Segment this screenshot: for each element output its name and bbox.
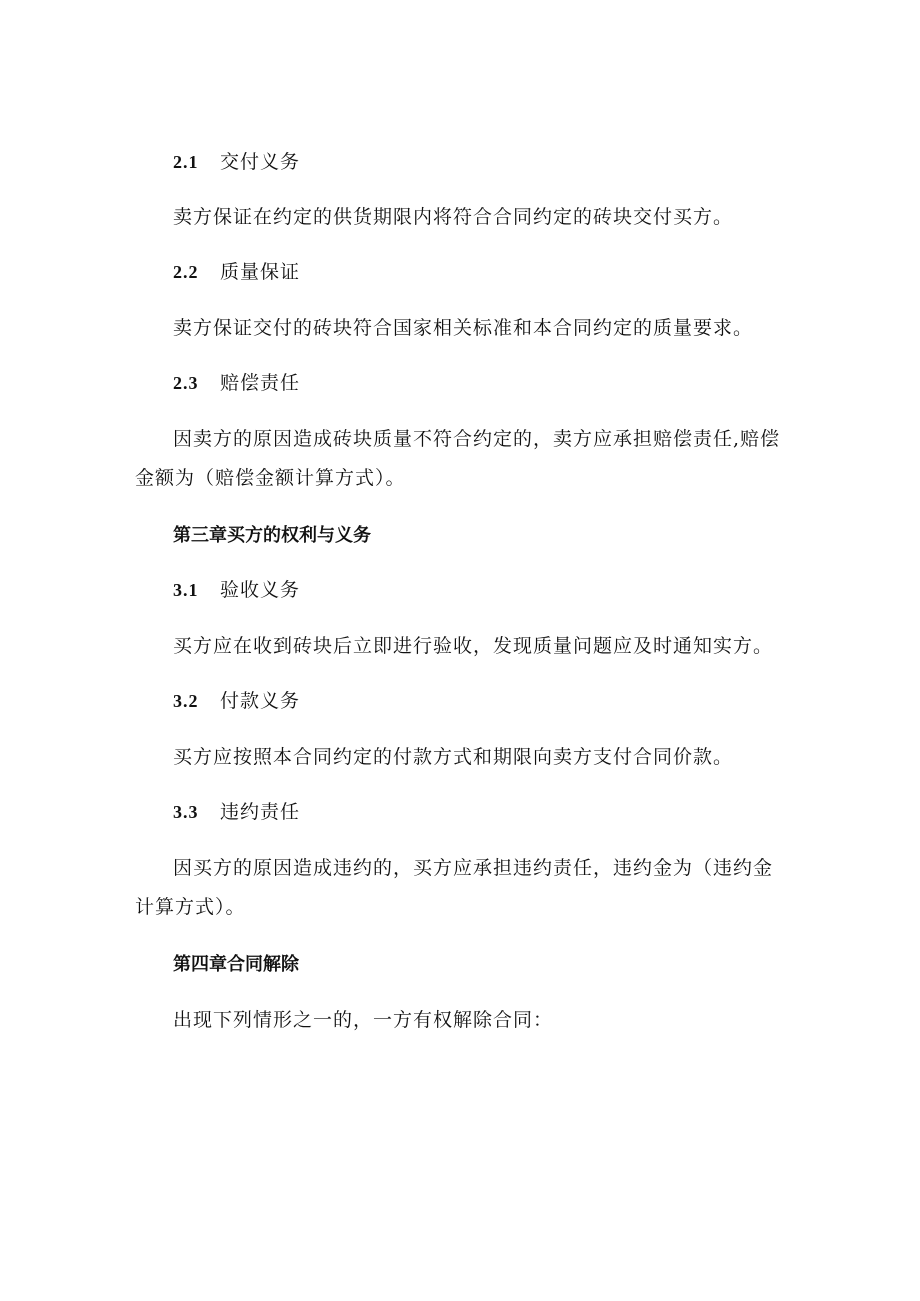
paragraph-breach-line-2: 计算方式）。: [135, 896, 246, 918]
section-title: 违约责任: [220, 801, 301, 823]
section-heading-2-2: [173, 260, 300, 284]
section-number: 3.2: [173, 691, 199, 711]
section-title: 付款义务: [220, 690, 301, 712]
section-number: 2.1: [173, 152, 199, 172]
section-number: 2.3: [173, 373, 199, 393]
chapter-heading-4: 第四章合同解除: [173, 954, 299, 975]
section-number: 2.2: [173, 262, 199, 282]
section-title: 赔偿责任: [220, 372, 301, 394]
section-heading-3-2: [173, 689, 300, 713]
section-title: 交付义务: [220, 151, 301, 173]
section-number: 3.3: [173, 802, 199, 822]
paragraph-termination-intro: 出现下列情形之一的，一方有权解除合同：: [173, 1009, 554, 1031]
paragraph-quality-guarantee: 卖方保证交付的砖块符合国家相关标准和本合同约定的质量要求。: [173, 317, 754, 339]
paragraph-delivery-obligation: 卖方保证在约定的供货期限内将符合合同约定的砖块交付买方。: [173, 206, 734, 228]
paragraph-breach-line-1: 因买方的原因造成违约的，买方应承担违约责任，违约金为（违约金: [173, 857, 774, 879]
section-title: 质量保证: [220, 261, 301, 283]
section-title: 验收义务: [220, 579, 301, 601]
section-heading-2-1: [173, 150, 300, 174]
paragraph-payment-obligation: 买方应按照本合同约定的付款方式和期限向卖方支付合同价款。: [173, 746, 734, 768]
paragraph-inspection-obligation: 买方应在收到砖块后立即进行验收，发现质量问题应及时通知实方。: [173, 635, 774, 657]
section-number: 3.1: [173, 580, 199, 600]
chapter-heading-3: 第三章买方的权利与义务: [173, 525, 371, 546]
paragraph-compensation-line-1: 因卖方的原因造成砖块质量不符合约定的，卖方应承担赔偿责任,赔偿: [173, 428, 781, 450]
section-heading-2-3: [173, 371, 300, 395]
paragraph-compensation-line-2: 金额为（赔偿金额计算方式）。: [135, 467, 406, 489]
section-heading-3-1: [173, 578, 300, 602]
section-heading-3-3: [173, 800, 300, 824]
